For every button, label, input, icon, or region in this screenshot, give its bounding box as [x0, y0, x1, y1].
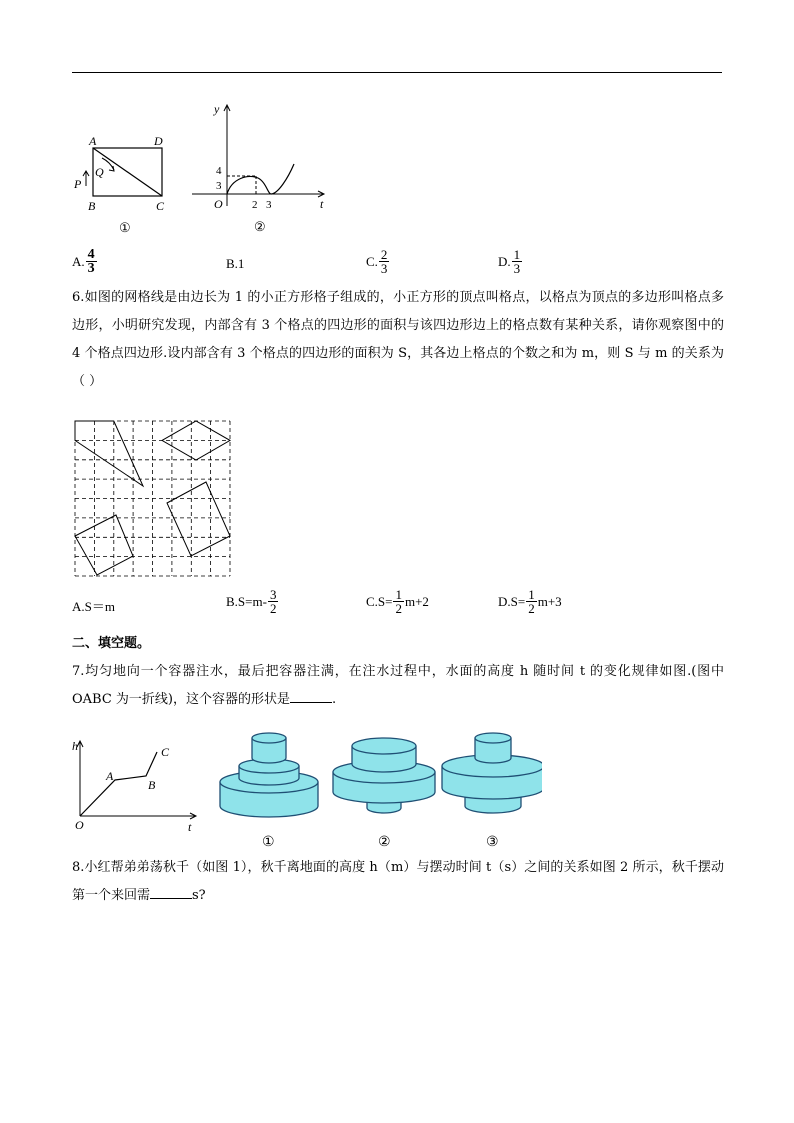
fraction: $\frac{2}{3}$: [380, 247, 388, 276]
label-p: P: [74, 177, 82, 191]
label-c: C: [156, 199, 165, 213]
q6-option-c: C. S= $\frac{1}{2}$ m+2: [366, 587, 429, 616]
section-heading: 二、填空题。: [72, 636, 151, 651]
figure-graph: [190, 98, 340, 238]
fraction: $\frac{1}{2}$: [395, 587, 402, 616]
question-8-text: 8.小红帮弟弟荡秋千（如图 1），秋千离地面的高度 h（m）与摆动时间 t（s）之间的关系如图 2 所示，秋千摆动第一个来回需 s?: [72, 860, 724, 903]
label-b: B: [88, 199, 96, 213]
graph-curve: [227, 164, 294, 194]
arrow-q: [102, 158, 114, 170]
label-d: D: [154, 134, 163, 148]
answer-blank: [150, 886, 192, 899]
svg-text:C: C: [161, 745, 170, 759]
caption-figure-2: ②: [254, 219, 266, 234]
q5-option-a: A. $\frac{4}{3}$: [72, 247, 95, 276]
svg-text:O: O: [75, 818, 84, 832]
q6-option-d: D. S= $\frac{1}{2}$ m+3: [498, 587, 562, 616]
caption-container-2: ②: [378, 835, 391, 850]
q6-option-b: B. S=m- $\frac{3}{2}$: [226, 587, 277, 616]
container-3: [442, 733, 542, 813]
tick-x-2: 2: [252, 199, 258, 211]
caption-container-1: ①: [262, 835, 275, 850]
label-q: Q: [95, 165, 104, 179]
graph-polyline: [80, 752, 157, 816]
axis-label-t: t: [320, 197, 324, 211]
answer-blank: [290, 690, 332, 703]
svg-text:t: t: [188, 820, 192, 834]
svg-text:A: A: [106, 769, 114, 783]
question-6-text: 6.如图的网格线是由边长为 1 的小正方形格子组成的，小正方形的顶点叫格点，以格点为顶点的多边形叫格点多边形，小明研究发现，内部含有 3 个格点的四边形的面积与该四边形边上的格点数有某种关系，请你观察图中的 4 个格点四边形.设内部含有 3 个格点的四边形的面积为 S，其各边上格点的个数之和为 m，则 S 与 m 的关系为（ ）: [72, 290, 724, 389]
quadrilateral-3: [75, 515, 133, 575]
tick-y-3: 3: [216, 180, 222, 192]
figure-water-graph: [68, 736, 203, 836]
q5-option-c: C. $\frac{2}{3}$: [366, 247, 388, 276]
label-a: A: [89, 134, 97, 148]
caption-container-3: ③: [486, 835, 499, 850]
fraction: $\frac{4}{3}$: [87, 247, 95, 276]
container-1: [220, 733, 318, 817]
figure-rectangle: [72, 128, 182, 236]
q6-option-a: A.S＝m: [72, 599, 115, 614]
question-7-text: 7.均匀地向一个容器注水，最后把容器注满，在注水过程中，水面的高度 h 随时间 t 的变化规律如图.(图中 OABC 为一折线)，这个容器的形状是 .: [72, 664, 724, 707]
figure-containers: [212, 726, 542, 850]
tick-x-3: 3: [266, 199, 272, 211]
fraction: $\frac{1}{2}$: [528, 587, 535, 616]
header-rule: [72, 72, 722, 73]
caption-figure-1: ①: [119, 220, 131, 235]
container-2: [333, 738, 435, 813]
tick-y-4: 4: [216, 165, 222, 177]
figure-grid: [72, 418, 232, 578]
q5-option-b: B.1: [226, 256, 245, 271]
quadrilateral-4: [167, 482, 230, 556]
fraction: $\frac{1}{3}$: [513, 247, 521, 276]
grid-lines: [75, 421, 230, 576]
fraction: $\frac{3}{2}$: [269, 587, 277, 616]
svg-text:h: h: [72, 739, 78, 753]
axis-label-y: y: [214, 102, 220, 116]
origin-label: O: [214, 197, 223, 211]
q5-option-d: D. $\frac{1}{3}$: [498, 247, 521, 276]
svg-text:B: B: [148, 778, 156, 792]
